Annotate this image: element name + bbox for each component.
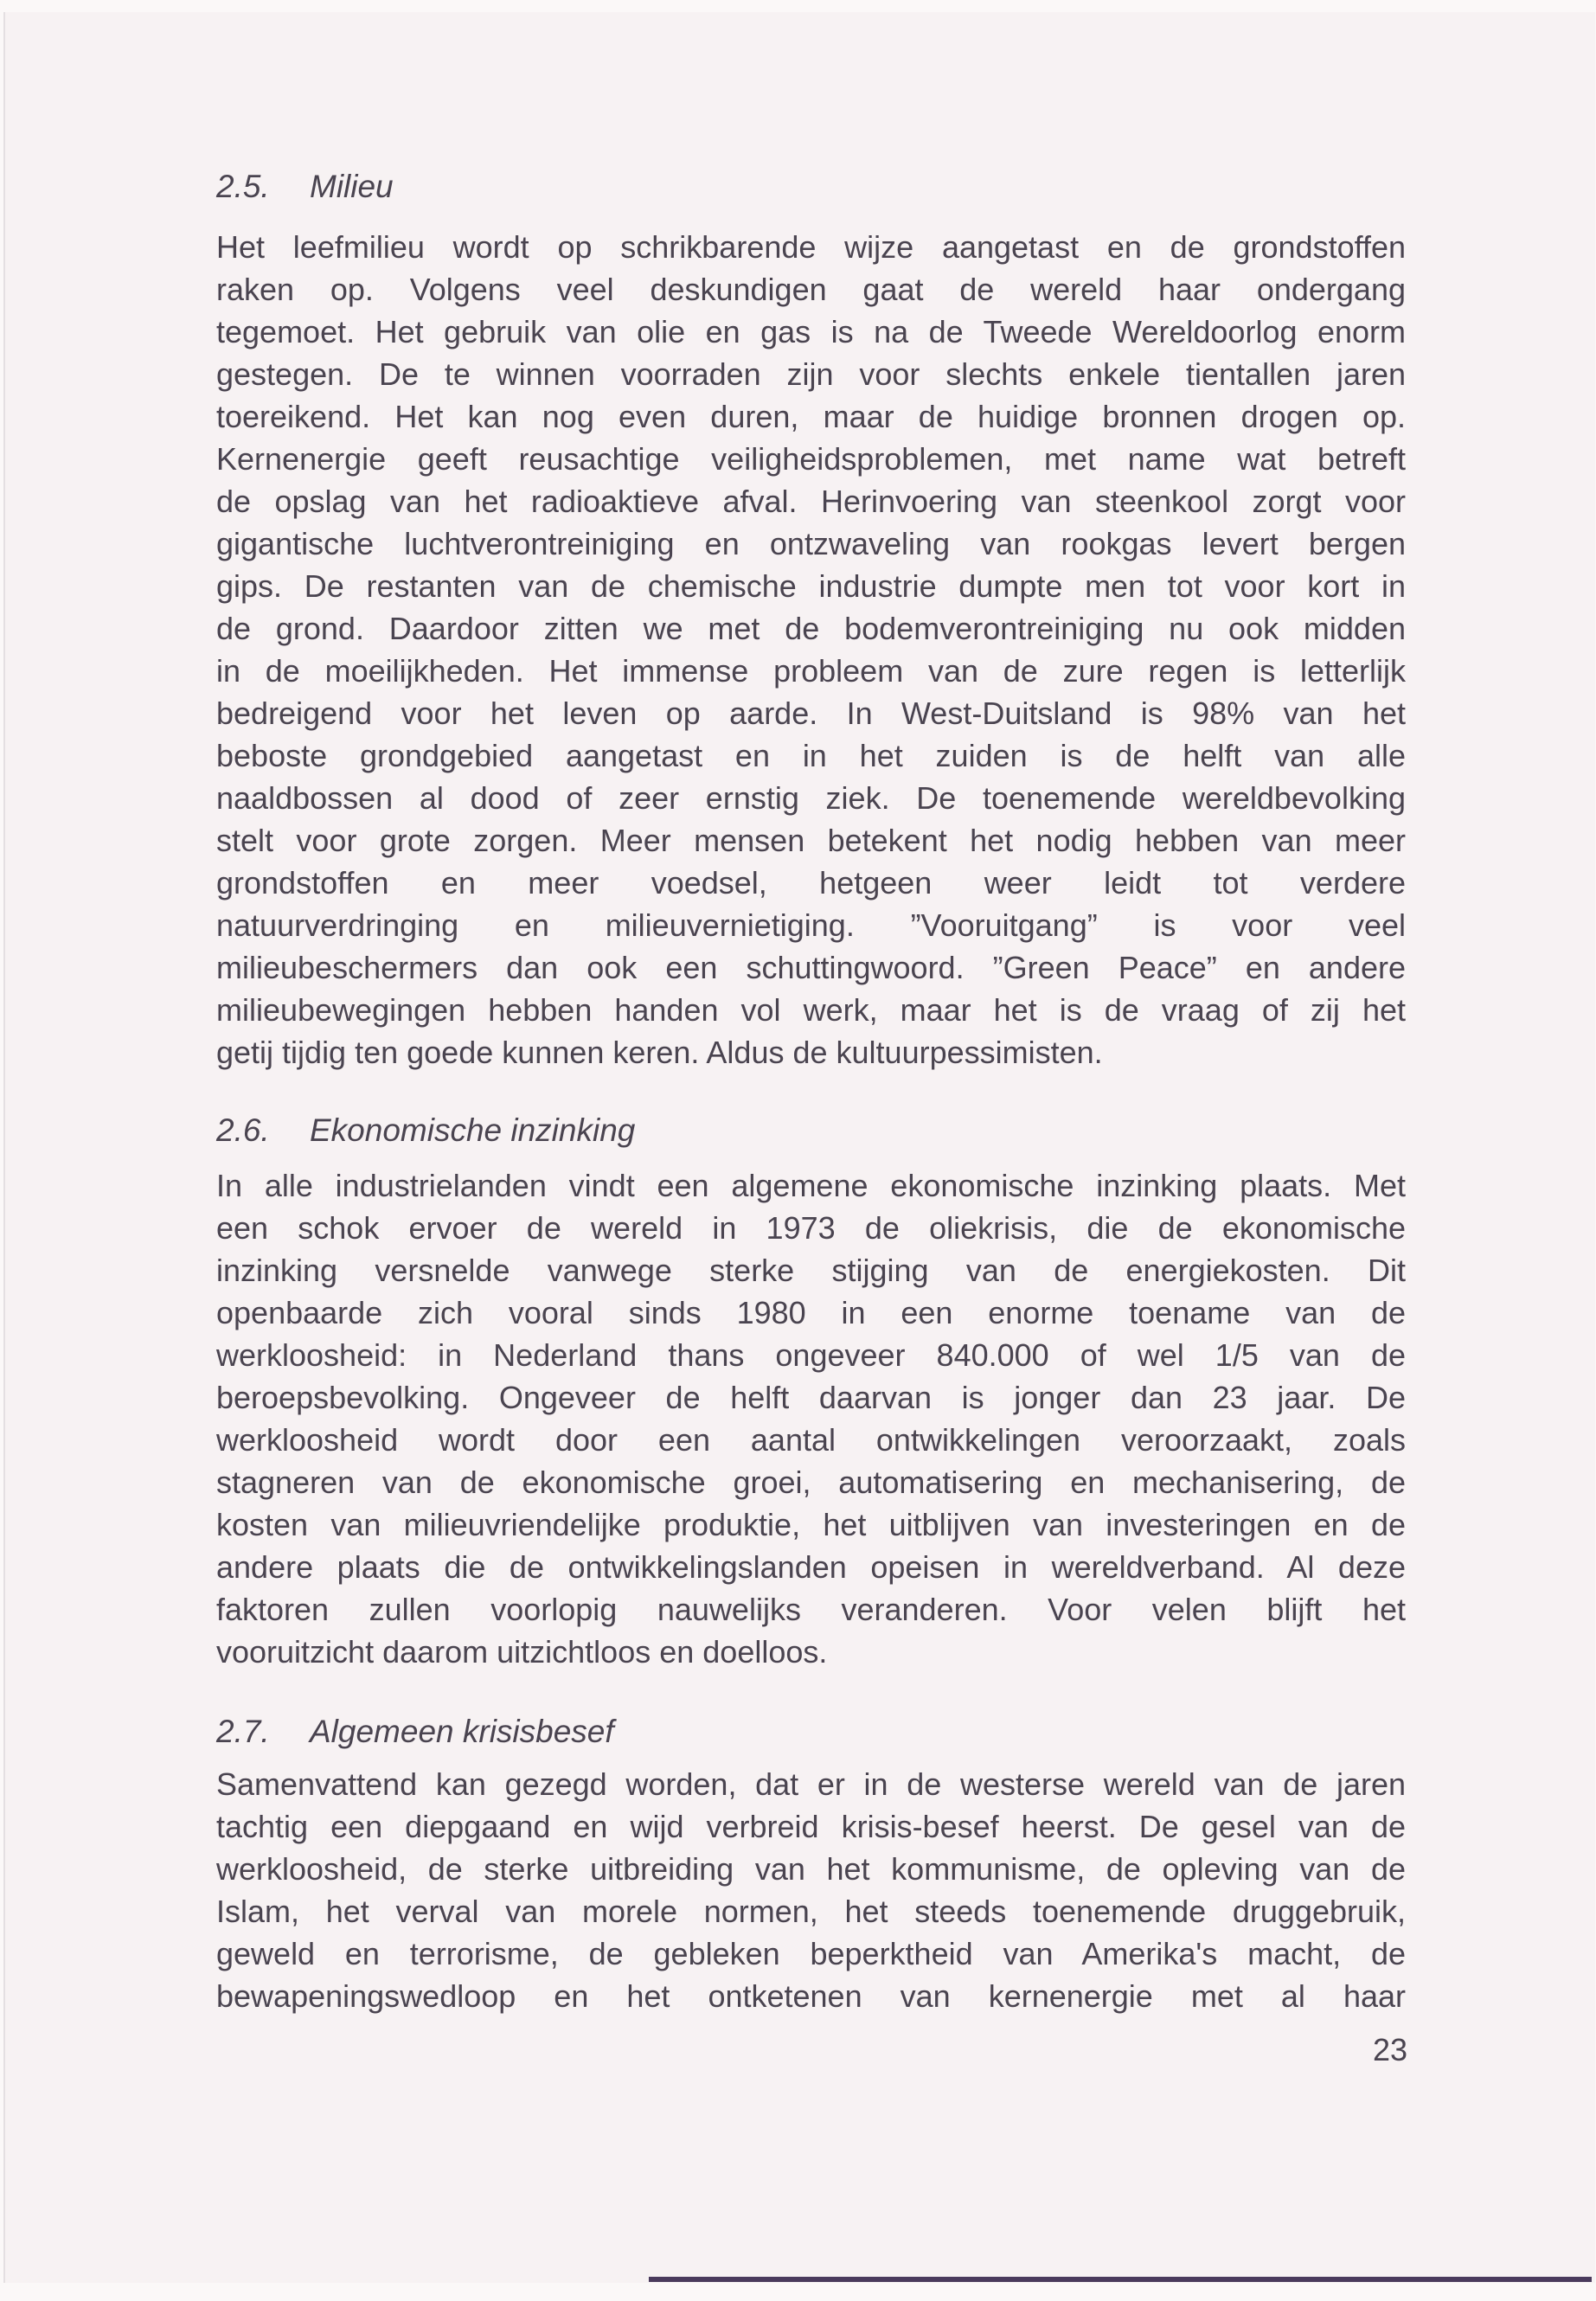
text-line: vooruitzicht daarom uitzichtloos en doelloos. (216, 1634, 828, 1670)
text-line: gigantische luchtverontreiniging en ontzwaveling van rookgas levert bergen (216, 526, 1406, 561)
text-line: stagneren van de ekonomische groei, automatisering en mechanisering, de (216, 1465, 1406, 1500)
section-number: 2.7. (216, 1714, 270, 1749)
text-line: grondstoffen en meer voedsel, hetgeen weer leidt tot verdere (216, 865, 1406, 901)
text-line: bewapeningswedloop en het ontketenen van kernenergie met al haar (216, 1978, 1406, 2014)
text-line: geweld en terrorisme, de gebleken beperktheid van Amerika's macht, de (216, 1936, 1406, 1971)
section-title: Algemeen krisisbesef (310, 1714, 614, 1749)
section-number: 2.6. (216, 1112, 270, 1148)
text-line: toereikend. Het kan nog even duren, maar de huidige bronnen drogen op. (216, 399, 1406, 434)
text-line: faktoren zullen voorlopig nauwelijks veranderen. Voor velen blijft het (216, 1592, 1406, 1627)
text-line: werkloosheid: in Nederland thans ongeveer 840.000 of wel 1/5 van de (216, 1337, 1406, 1373)
text-line: tachtig een diepgaand en wijd verbreid krisis-besef heerst. De gesel van de (216, 1809, 1406, 1844)
text-line: milieubewegingen hebben handen vol werk, maar het is de vraag of zij het (216, 992, 1406, 1028)
section-paragraph-algemeen-krisisbesef (216, 1763, 1406, 2017)
text-line: in de moeilijkheden. Het immense probleem van de zure regen is letterlijk (216, 653, 1406, 689)
page-number: 23 (1372, 2032, 1407, 2067)
text-line: In alle industrielanden vindt een algemene ekonomische inzinking plaats. Met (216, 1168, 1406, 1203)
text-line: een schok ervoer de wereld in 1973 de oliekrisis, die de ekonomische (216, 1210, 1406, 1246)
text-line: gips. De restanten van de chemische industrie dumpte men tot voor kort in (216, 568, 1406, 604)
text-line: Kernenergie geeft reusachtige veiligheidsproblemen, met name wat betreft (216, 441, 1406, 477)
text-line: naaldbossen al dood of zeer ernstig ziek. De toenemende wereldbevolking (216, 780, 1406, 816)
text-line: stelt voor grote zorgen. Meer mensen betekent het nodig hebben van meer (216, 823, 1406, 858)
text-line: beroepsbevolking. Ongeveer de helft daarvan is jonger dan 23 jaar. De (216, 1380, 1406, 1415)
text-line: openbaarde zich vooral sinds 1980 in een enorme toename van de (216, 1295, 1406, 1330)
text-line: Het leefmilieu wordt op schrikbarende wijze aangetast en de grondstoffen (216, 229, 1406, 265)
scan-edge-bar (649, 2277, 1592, 2282)
text-line: de grond. Daardoor zitten we met de bodemverontreiniging nu ook midden (216, 611, 1406, 646)
text-line: kosten van milieuvriendelijke produktie, het uitblijven van investeringen en de (216, 1507, 1406, 1542)
text-line: bedreigend voor het leven op aarde. In West-Duitsland is 98% van het (216, 695, 1406, 731)
text-line: andere plaats die de ontwikkelingslanden opeisen in wereldverband. Al deze (216, 1549, 1406, 1585)
text-line: getij tijdig ten goede kunnen keren. Aldus de kultuurpessimisten. (216, 1035, 1103, 1070)
text-line: beboste grondgebied aangetast en in het zuiden is de helft van alle (216, 738, 1406, 773)
text-line: gestegen. De te winnen voorraden zijn voor slechts enkele tientallen jaren (216, 356, 1406, 392)
section-paragraph-ekonomische-inzinking (216, 1164, 1406, 1673)
section-number: 2.5. (216, 169, 270, 204)
text-line: werkloosheid wordt door een aantal ontwikkelingen veroorzaakt, zoals (216, 1422, 1406, 1458)
text-line: milieubeschermers dan ook een schuttingwoord. ”Green Peace” en andere (216, 950, 1406, 985)
section-title: Ekonomische inzinking (310, 1112, 636, 1148)
text-line: natuurverdringing en milieuvernietiging. ”Vooruitgang” is voor veel (216, 907, 1406, 943)
text-line: inzinking versnelde vanwege sterke stijging van de energiekosten. Dit (216, 1253, 1406, 1288)
text-line: Samenvattend kan gezegd worden, dat er in de westerse wereld van de jaren (216, 1766, 1406, 1802)
text-line: tegemoet. Het gebruik van olie en gas is na de Tweede Wereldoorlog enorm (216, 314, 1406, 349)
text-line: de opslag van het radioaktieve afval. Herinvoering van steenkool zorgt voor (216, 484, 1406, 519)
section-title: Milieu (310, 169, 394, 204)
section-paragraph-milieu (216, 226, 1406, 1074)
text-line: raken op. Volgens veel deskundigen gaat de wereld haar ondergang (216, 272, 1406, 307)
text-line: Islam, het verval van morele normen, het steeds toenemende druggebruik, (216, 1894, 1406, 1929)
text-line: werkloosheid, de sterke uitbreiding van het kommunisme, de opleving van de (216, 1851, 1406, 1887)
